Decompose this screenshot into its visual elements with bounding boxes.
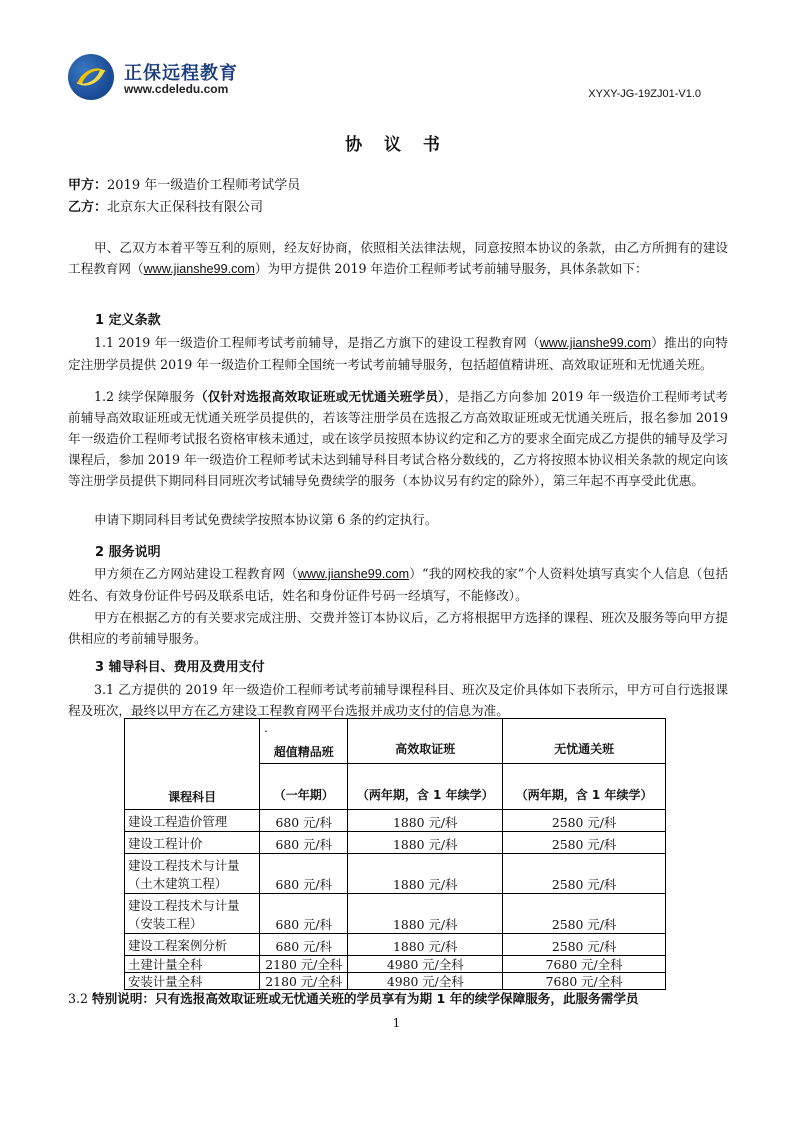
- section-3-paragraph-2: [68, 988, 728, 1009]
- company-logo: [68, 54, 368, 104]
- row-subject: 建设工程技术与计量（土木建筑工程）: [125, 854, 260, 894]
- row-price-class-3: 7680 元/全科: [503, 956, 666, 973]
- s1p2-text-1: 1.2 续学保障服务: [94, 389, 196, 404]
- class-3-name: 无忧通关班: [503, 719, 665, 764]
- row-subject: 土建计量全科: [125, 956, 260, 973]
- row-price-class-1: 680 元/科: [260, 832, 348, 854]
- s3p2-bold-text: 特别说明：只有选报高效取证班或无忧通关班的学员享有为期 1 年的续学保障服务，此服务需学员: [92, 991, 639, 1006]
- row-subject: 建设工程计价: [125, 832, 260, 854]
- s3p2-text-1: 3.2: [68, 991, 93, 1006]
- party-a-value: 2019 年一级造价工程师考试学员: [107, 178, 301, 193]
- table-dot: .: [264, 721, 268, 735]
- section-2-paragraph-1: [68, 563, 728, 606]
- intro-text-1: 甲、乙双方本着平等互利的原则，经友好协商，依照相关法律法规，同意按照本协议的条款，由乙方所拥有的建设工程教育网（: [68, 240, 728, 276]
- row-price-class-2: 1880 元/科: [348, 934, 503, 956]
- row-subject: 安装计量全科: [125, 973, 260, 990]
- website-link[interactable]: www.jianshe99.com: [539, 336, 651, 350]
- intro-paragraph: [68, 237, 728, 280]
- table-row: [125, 810, 666, 832]
- row-price-class-3: 2580 元/科: [503, 810, 666, 832]
- row-price-class-3: 7680 元/全科: [503, 973, 666, 990]
- party-b-label: 乙方：: [68, 200, 108, 215]
- party-a-label: 甲方：: [68, 178, 108, 193]
- row-price-class-2: 1880 元/科: [348, 832, 503, 854]
- row-price-class-2: 4980 元/全科: [348, 973, 503, 990]
- fee-table: [124, 718, 666, 990]
- section-1-paragraph-1: [68, 332, 728, 375]
- intro-text-2: ）为甲方提供 2019 年造价工程师考试考前辅导服务，具体条款如下：: [254, 261, 648, 276]
- row-subject: 建设工程案例分析: [125, 934, 260, 956]
- party-a: [68, 174, 300, 193]
- row-price-class-3: 2580 元/科: [503, 894, 666, 934]
- document-number: XYXY-JG-19ZJ01-V1.0: [588, 88, 701, 100]
- table-row: [125, 832, 666, 854]
- section-1-paragraph-2: [68, 386, 728, 491]
- row-price-class-3: 2580 元/科: [503, 934, 666, 956]
- website-link[interactable]: www.jianshe99.com: [143, 262, 255, 276]
- table-row: [125, 894, 666, 934]
- row-subject: 建设工程造价管理: [125, 810, 260, 832]
- row-price-class-1: 2180 元/全科: [260, 973, 348, 990]
- website-link[interactable]: www.jianshe99.com: [297, 567, 410, 581]
- class-2-term: （两年期，含 1 年续学）: [356, 788, 494, 802]
- class-1-name: 超值精品班: [273, 745, 334, 759]
- s2p1-text-1: 甲方须在乙方网站建设工程教育网（: [94, 566, 298, 581]
- logo-url: www.cdeledu.com: [124, 82, 229, 96]
- row-price-class-1: 680 元/科: [260, 894, 348, 934]
- class-2-name: 高效取证班: [348, 719, 502, 764]
- fee-table-body: [125, 810, 666, 990]
- row-price-class-1: 680 元/科: [260, 934, 348, 956]
- s1p1-text-2: ）推出的向特定注册学员提供 2019 年一级造价工程师全国统一考试考前辅导服务，包括超值精讲班、高效取证班和无忧通关班。: [68, 335, 729, 372]
- row-price-class-2: 1880 元/科: [348, 854, 503, 894]
- page-number: 1: [392, 1016, 401, 1030]
- section-1-heading: 1 定义条款: [95, 313, 161, 328]
- logo-name: 正保远程教育: [124, 63, 238, 84]
- row-price-class-1: 680 元/科: [260, 810, 348, 832]
- table-row: [125, 973, 666, 990]
- header-subject: 课程科目: [125, 719, 260, 810]
- row-subject: 建设工程技术与计量（安装工程）: [125, 894, 260, 934]
- header-class-3: [503, 719, 666, 810]
- row-price-class-2: 4980 元/全科: [348, 956, 503, 973]
- table-row: [125, 956, 666, 973]
- logo-swirl-icon: [68, 54, 114, 100]
- table-row: [125, 854, 666, 894]
- document-title: 协 议 书: [345, 135, 448, 155]
- section-2-paragraph-2: 甲方在根据乙方的有关要求完成注册、交费并签订本协议后，乙方将根据甲方选择的课程、班次及服务等向甲方提供相应的考前辅导服务。: [68, 610, 728, 646]
- s2p1-text-2: ）“我的网校我的家”个人资料处填写真实个人信息（包括姓名、有效身份证件号码及联系电话，姓名和身份证件号码一经填写，不能修改）。: [68, 566, 728, 603]
- table-row: [125, 934, 666, 956]
- row-price-class-3: 2580 元/科: [503, 832, 666, 854]
- header-class-2: [348, 719, 503, 810]
- row-price-class-3: 2580 元/科: [503, 854, 666, 894]
- section-1-paragraph-3: 申请下期同科目考试免费续学按照本协议第 6 条的约定执行。: [94, 512, 438, 527]
- party-b-value: 北京东大正保科技有限公司: [107, 200, 264, 215]
- row-price-class-1: 2180 元/全科: [260, 956, 348, 973]
- row-price-class-1: 680 元/科: [260, 854, 348, 894]
- party-b: [68, 196, 263, 215]
- header-class-1: [260, 719, 348, 810]
- section-3-heading: 3 辅导科目、费用及费用支付: [95, 660, 265, 675]
- table-header-row: [125, 719, 666, 810]
- section-3-paragraph-1: 3.1 乙方提供的 2019 年一级造价工程师考试考前辅导课程科目、班次及定价具体如下表所示，甲方可自行选报课程及班次，最终以甲方在乙方建设工程教育网平台选报并成功支付的信息为准。: [68, 682, 728, 718]
- s1p1-text-1: 1.1 2019 年一级造价工程师考试考前辅导，是指乙方旗下的建设工程教育网（: [94, 335, 540, 350]
- class-3-term: （两年期，含 1 年续学）: [515, 788, 653, 802]
- row-price-class-2: 1880 元/科: [348, 894, 503, 934]
- class-1-term: （一年期）: [273, 788, 334, 802]
- section-2-heading: 2 服务说明: [95, 545, 161, 560]
- s1p2-bold-text: （仅针对选报高效取证班或无忧通关班学员）: [195, 389, 445, 404]
- row-price-class-2: 1880 元/科: [348, 810, 503, 832]
- s1p2-text-2: ，是指乙方向参加 2019 年一级造价工程师考试考前辅导高效取证班或无忧通关班学员提供的，若该等注册学员在选报乙方高效取证班或无忧通关班后，报名参加 2019 年一级造价工程师考试报名资格审核未通过，或在该学员按照本协议约定和乙方的要求全面完成乙方提供的辅导及学习课程后，参加 2019 年一级造价工程师考试未达到辅导科目考试合格分数线的，乙方将按照本协议相关条款的规定向该等注册学员提供下期同科目同班次考试辅导免费续学的服务（本协议另有约定的除外），第三年起不再享受此优惠。: [68, 389, 728, 488]
